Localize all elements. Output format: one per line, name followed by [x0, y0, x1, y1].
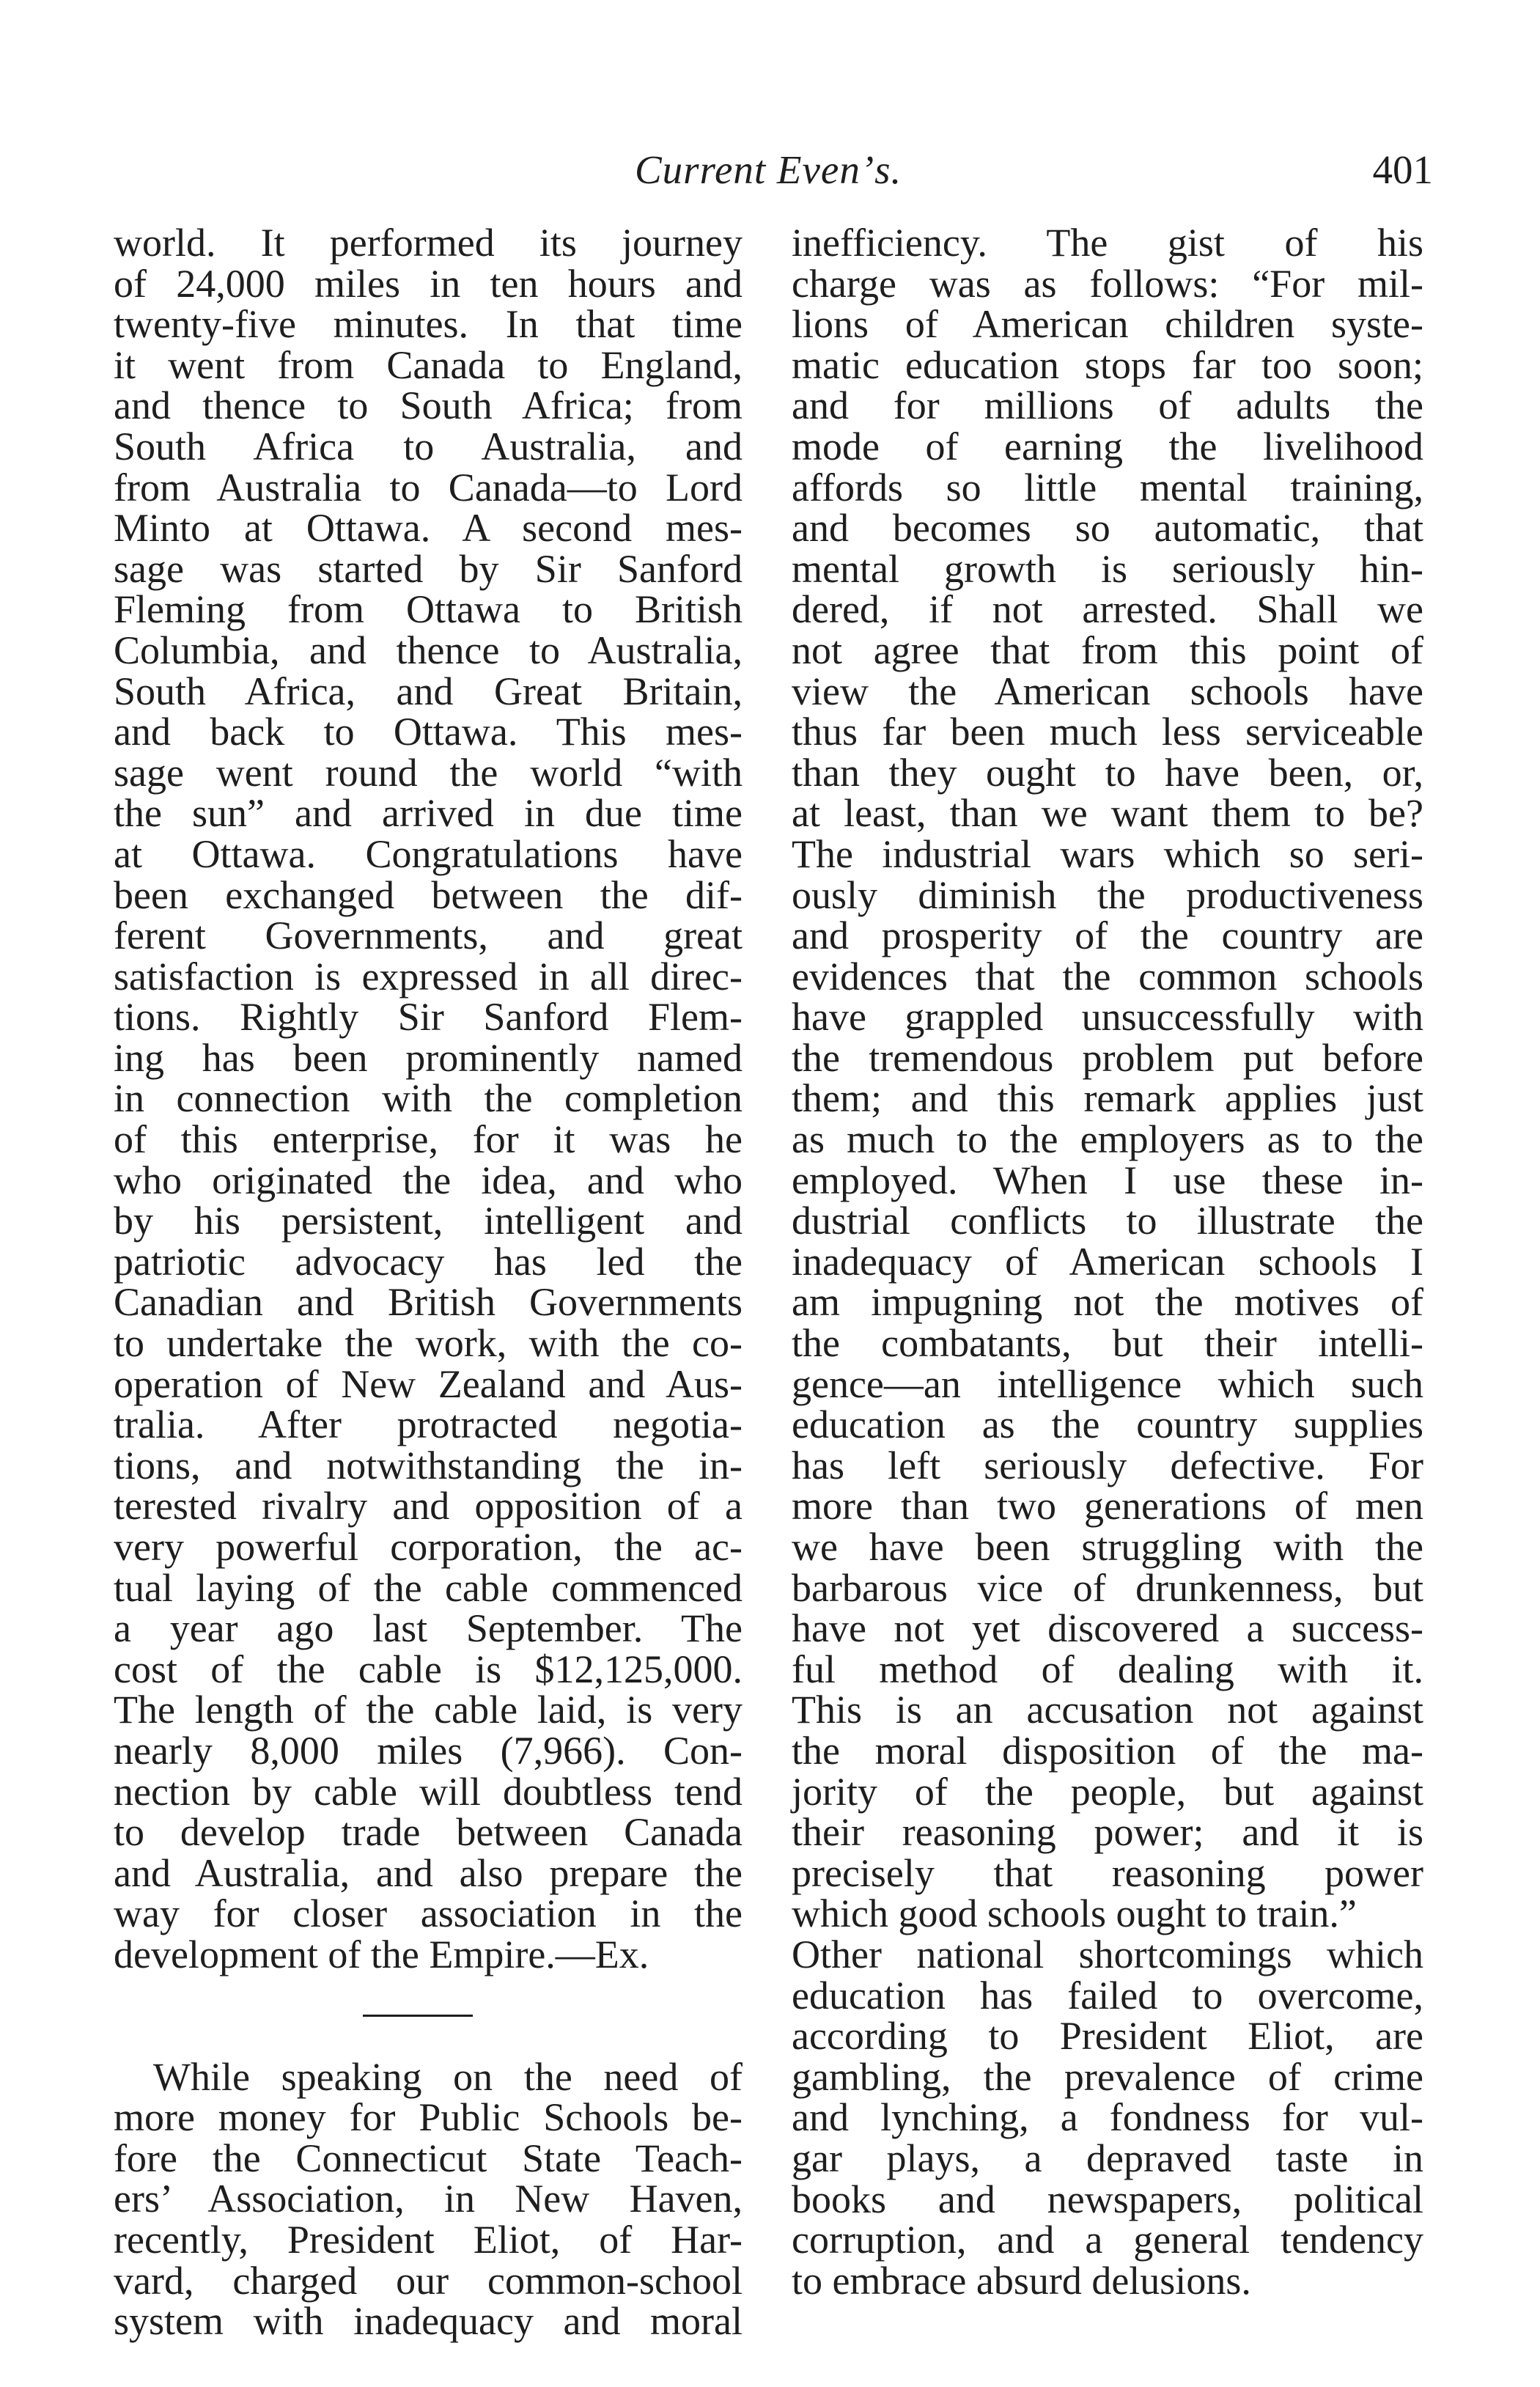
text-line: system with inadequacy and moral	[114, 2299, 743, 2344]
paragraph-eliot-continued	[792, 223, 1423, 2301]
text-line: thus far been much less serviceable	[792, 710, 1423, 754]
text-line: we have been struggling with the	[792, 1525, 1423, 1569]
text-line: Minto at Ottawa. A second mes-	[114, 506, 743, 551]
text-line: cost of the cable is $12,125,000.	[114, 1647, 743, 1691]
text-line: in connection with the completion	[114, 1076, 743, 1121]
text-line: and Australia, and also prepare the	[114, 1850, 743, 1895]
text-line: satisfaction is expressed in all direc-	[114, 954, 743, 998]
text-line: dered, if not arrested. Shall we	[792, 587, 1423, 632]
text-line: view the American schools have	[792, 669, 1423, 713]
text-line: gence—an intelligence which such	[792, 1361, 1423, 1406]
text-line: barbarous vice of drunkenness, but	[792, 1565, 1423, 1610]
text-line: ing has been prominently named	[114, 1035, 743, 1080]
text-line: ers’ Association, in New Haven,	[114, 2177, 743, 2221]
text-line: them; and this remark applies just	[792, 1076, 1423, 1121]
text-line: fore the Connecticut State Teach-	[114, 2136, 743, 2180]
text-line: to develop trade between Canada	[114, 1810, 743, 1855]
text-line: tralia. After protracted negotia-	[114, 1402, 743, 1447]
text-line: gar plays, a depraved taste in	[792, 2136, 1423, 2180]
text-line: The industrial wars which so seri-	[792, 831, 1423, 876]
text-line: terested rivalry and opposition of a	[114, 1484, 743, 1529]
text-line: nection by cable will doubtless tend	[114, 1769, 743, 1814]
text-line: very powerful corporation, the ac-	[114, 1525, 743, 1569]
text-line: corruption, and a general tendency	[792, 2218, 1423, 2262]
text-line: of 24,000 miles in ten hours and	[114, 261, 743, 306]
text-line: precisely that reasoning power	[792, 1850, 1423, 1895]
text-line: dustrial conflicts to illustrate the	[792, 1199, 1423, 1243]
text-line: mode of earning the livelihood	[792, 424, 1423, 468]
text-line: gambling, the prevalence of crime	[792, 2054, 1423, 2099]
text-line: to undertake the work, with the co-	[114, 1321, 743, 1366]
text-line: This is an accusation not against	[792, 1688, 1423, 1732]
text-line: to embrace absurd delusions.	[792, 2258, 1251, 2303]
text-line: education as the country supplies	[792, 1402, 1423, 1447]
text-line: evidences that the common schools	[792, 954, 1423, 998]
text-line: The length of the cable laid, is very	[114, 1688, 743, 1732]
text-line: more than two generations of men	[792, 1484, 1423, 1529]
text-line: have not yet discovered a success-	[792, 1606, 1423, 1651]
text-line: South Africa to Australia, and	[114, 424, 743, 468]
text-line: lions of American children syste-	[792, 302, 1423, 347]
text-line: books and newspapers, political	[792, 2177, 1423, 2221]
text-line: world. It performed its journey	[114, 221, 743, 265]
text-line: have grappled unsuccessfully with	[792, 995, 1423, 1040]
text-line: at Ottawa. Congratulations have	[114, 831, 743, 876]
text-line: recently, President Eliot, of Har-	[114, 2217, 743, 2262]
text-line: inefficiency. The gist of his	[792, 221, 1423, 265]
text-line: and back to Ottawa. This mes-	[114, 710, 743, 754]
text-line: tual laying of the cable commenced	[114, 1565, 743, 1610]
paragraph-cable-news	[114, 223, 743, 1976]
text-line: matic education stops far too soon;	[792, 342, 1423, 387]
text-line: charge was as follows: “For mil-	[792, 261, 1423, 306]
text-line: sage went round the world “with	[114, 750, 743, 795]
text-line: not agree that from this point of	[792, 628, 1423, 672]
text-line: inadequacy of American schools I	[792, 1239, 1423, 1284]
text-line: their reasoning power; and it is	[792, 1810, 1423, 1855]
text-line: has left seriously defective. For	[792, 1443, 1423, 1487]
text-line: tions. Rightly Sir Sanford Flem-	[114, 995, 743, 1040]
right-column	[792, 223, 1423, 2301]
text-line: and becomes so automatic, that	[792, 506, 1423, 551]
text-line: the tremendous problem put before	[792, 1035, 1423, 1080]
text-line: Canadian and British Governments	[114, 1280, 743, 1325]
text-line: jority of the people, but against	[792, 1769, 1423, 1814]
text-line: vard, charged our common-school	[114, 2258, 743, 2303]
text-line: which good schools ought to train.”	[792, 1891, 1357, 1936]
text-line: by his persistent, intelligent and	[114, 1199, 743, 1243]
page-number: 401	[1372, 147, 1433, 192]
separator-rule	[363, 2015, 473, 2017]
text-line: and for millions of adults the	[792, 383, 1423, 428]
text-line: and thence to South Africa; from	[114, 383, 743, 428]
text-line: the moral disposition of the ma-	[792, 1728, 1423, 1773]
text-line: and prosperity of the country are	[792, 913, 1423, 958]
text-line: ful method of dealing with it.	[792, 1647, 1423, 1691]
text-line: affords so little mental training,	[792, 465, 1423, 510]
text-line: and lynching, a fondness for vul-	[792, 2095, 1423, 2140]
text-line: South Africa, and Great Britain,	[114, 669, 743, 713]
left-column	[114, 223, 743, 2342]
text-line: nearly 8,000 miles (7,966). Con-	[114, 1728, 743, 1773]
text-line: development of the Empire.—Ex.	[114, 1932, 649, 1976]
text-line: it went from Canada to England,	[114, 342, 743, 387]
text-line: employed. When I use these in-	[792, 1158, 1423, 1202]
text-line: been exchanged between the dif-	[114, 872, 743, 917]
text-line: Columbia, and thence to Australia,	[114, 628, 743, 672]
text-line: the combatants, but their intelli-	[792, 1321, 1423, 1366]
text-line: While speaking on the need of	[153, 2054, 743, 2099]
text-line: the sun” and arrived in due time	[114, 791, 743, 836]
text-line: twenty-five minutes. In that time	[114, 302, 743, 347]
text-line: ferent Governments, and great	[114, 913, 743, 958]
text-line: according to President Eliot, are	[792, 2014, 1423, 2059]
text-line: a year ago last September. The	[114, 1606, 743, 1651]
running-title: Current Evenʼs.	[635, 147, 902, 192]
text-line: Fleming from Ottawa to British	[114, 587, 743, 632]
text-line: as much to the employers as to the	[792, 1117, 1423, 1162]
text-line: more money for Public Schools be-	[114, 2095, 743, 2140]
section-separator	[114, 1976, 743, 2057]
paragraph-eliot-speech	[114, 2054, 743, 2344]
text-line: sage was started by Sir Sanford	[114, 546, 743, 591]
text-line: education has failed to overcome,	[792, 1973, 1423, 2018]
text-line: at least, than we want them to be?	[792, 791, 1423, 836]
text-line: patriotic advocacy has led the	[114, 1239, 743, 1284]
text-line: tions, and notwithstanding the in-	[114, 1443, 743, 1487]
text-line: who originated the idea, and who	[114, 1158, 743, 1202]
text-line: operation of New Zealand and Aus-	[114, 1361, 743, 1406]
text-line: am impugning not the motives of	[792, 1280, 1423, 1325]
text-line: from Australia to Canada—to Lord	[114, 465, 743, 510]
text-line: of this enterprise, for it was he	[114, 1117, 743, 1162]
text-line: way for closer association in the	[114, 1891, 743, 1936]
text-line: than they ought to have been, or,	[792, 750, 1423, 795]
text-line: ously diminish the productiveness	[792, 872, 1423, 917]
text-line: Other national shortcomings which	[792, 1932, 1423, 1976]
text-line: mental growth is seriously hin-	[792, 546, 1423, 591]
